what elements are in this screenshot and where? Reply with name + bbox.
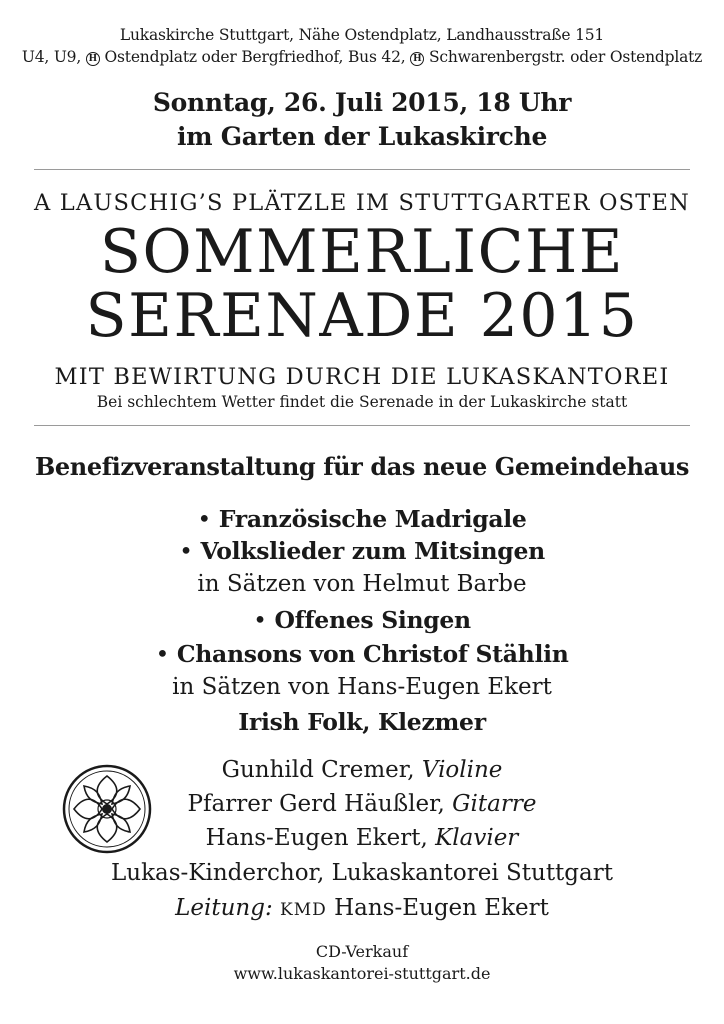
ensembles-line: Lukas-Kinderchor, Lukaskantorei Stuttgart — [111, 860, 613, 886]
divider-top — [34, 169, 690, 170]
transit-stops: Ostendplatz oder Bergfriedhof, Bus 42, — [104, 48, 406, 66]
bullet: • — [179, 537, 193, 565]
subtitle: MIT BEWIRTUNG DURCH DIE LUKASKANTOREI — [54, 364, 670, 390]
weather-note: Bei schlechtem Wetter findet die Serenade in der Lukaskirche statt — [96, 393, 628, 411]
program-item-sub: in Sätzen von Hans-Eugen Ekert — [172, 674, 552, 700]
bullet: • — [197, 505, 212, 533]
program-item-title: Irish Folk, Klezmer — [238, 708, 486, 736]
kicker: A LAUSCHIG’S PLÄTZLE IM STUTTGARTER OSTEN — [33, 190, 690, 216]
u-bahn-icon: H — [410, 52, 424, 66]
performer-role: Violine — [421, 757, 503, 783]
bullet: • — [155, 640, 170, 668]
address-line-1: Lukaskirche Stuttgart, Nähe Ostendplatz, Landhausstraße 151 — [119, 26, 605, 44]
performer-line — [0, 757, 724, 783]
leadership-line — [0, 895, 724, 921]
program-item — [0, 708, 724, 736]
program-item — [0, 640, 724, 668]
performer-line — [0, 791, 724, 817]
performer-name: Hans-Eugen Ekert, — [205, 825, 428, 851]
title-line-1: SOMMERLICHE — [99, 217, 625, 287]
u-bahn-icon: H — [86, 52, 100, 66]
event-place: im Garten der Lukaskirche — [176, 122, 548, 151]
program-item-title: Offenes Singen — [274, 606, 471, 634]
transit-stops-2: Schwarenbergstr. oder Ostendplatz — [428, 48, 703, 66]
performer-name: Gunhild Cremer, — [221, 757, 415, 783]
program-item — [0, 537, 724, 565]
program-item-title: Volkslieder zum Mitsingen — [200, 537, 545, 565]
program-item-title: Französische Madrigale — [218, 505, 527, 533]
website-link[interactable]: www.lukaskantorei-stuttgart.de — [233, 964, 491, 983]
address-line-2 — [0, 48, 724, 66]
performer-line — [0, 825, 724, 851]
leadership-title: KMD — [280, 900, 327, 920]
cd-sale: CD-Verkauf — [315, 942, 409, 961]
leadership-name: Hans-Eugen Ekert — [334, 895, 549, 921]
performer-role: Klavier — [435, 825, 519, 851]
title-line-2: SERENADE 2015 — [85, 281, 639, 351]
program-item-sub: in Sätzen von Helmut Barbe — [197, 571, 527, 597]
program-item — [0, 606, 724, 634]
event-date: Sonntag, 26. Juli 2015, 18 Uhr — [152, 88, 572, 117]
leadership-label: Leitung: — [175, 895, 273, 921]
benefit-line: Benefizveranstaltung für das neue Gemeindehaus — [35, 452, 689, 481]
transit-lines: U4, U9, — [21, 48, 82, 66]
performer-role: Gitarre — [452, 791, 537, 817]
performer-name: Pfarrer Gerd Häußler, — [187, 791, 445, 817]
program-item-title: Chansons von Christof Stählin — [176, 640, 569, 668]
program-item — [0, 505, 724, 533]
bullet: • — [253, 606, 268, 634]
divider-bottom — [34, 425, 690, 426]
